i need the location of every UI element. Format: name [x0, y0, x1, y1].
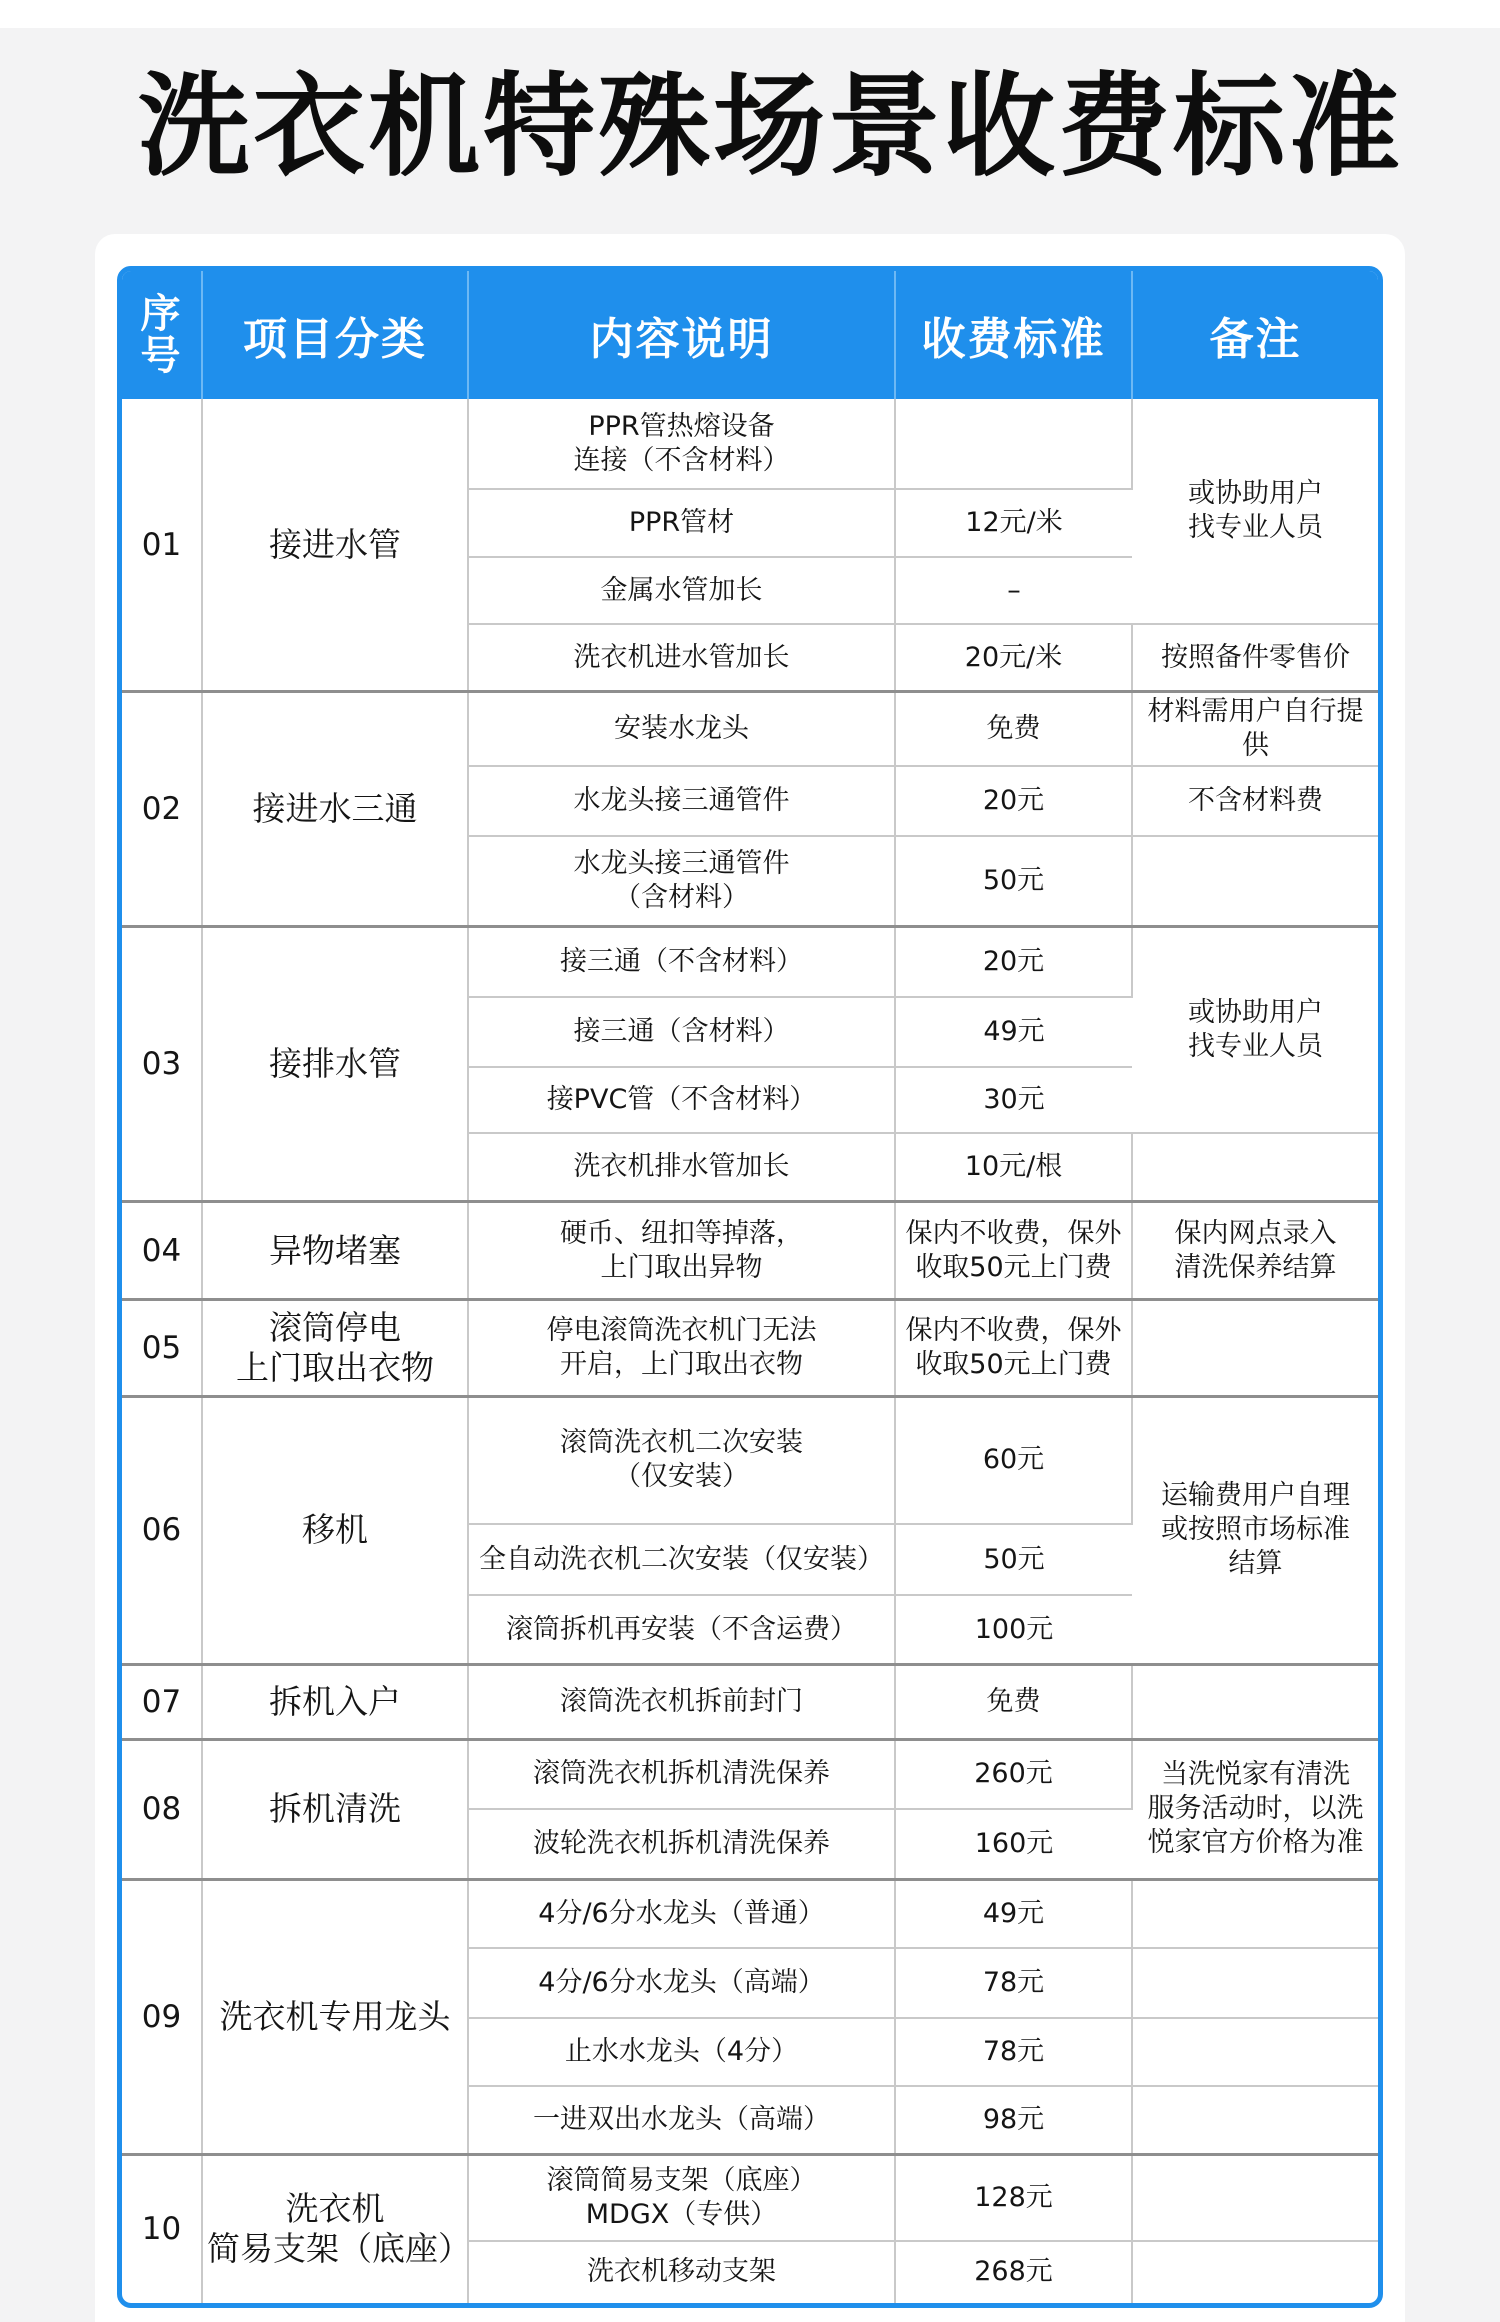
row-number: 03 [122, 927, 202, 1202]
row-fee [895, 399, 1132, 489]
row-fee: 10元/根 [895, 1133, 1132, 1201]
row-fee: 20元 [895, 927, 1132, 997]
row-content: 滚筒洗衣机拆前封门 [468, 1665, 895, 1739]
row-content: 水龙头接三通管件 （含材料） [468, 836, 895, 926]
table-row [122, 927, 1378, 997]
row-category: 接进水三通 [202, 692, 468, 927]
row-remark: 运输费用户自理 或按照市场标准 结算 [1132, 1396, 1378, 1665]
header-seq [122, 271, 202, 399]
row-content: 滚筒拆机再安装（不含运费） [468, 1595, 895, 1665]
row-remark [1132, 1133, 1378, 1201]
row-fee: 免费 [895, 692, 1132, 766]
row-fee: 60元 [895, 1396, 1132, 1524]
table-row [122, 1300, 1378, 1396]
row-number: 09 [122, 1880, 202, 2155]
row-content: 滚筒洗衣机拆机清洗保养 [468, 1739, 895, 1809]
row-remark: 按照备件零售价 [1132, 624, 1378, 692]
header-remark: 备注 [1132, 271, 1378, 399]
row-fee: – [895, 557, 1132, 623]
row-number: 06 [122, 1396, 202, 1665]
row-number: 02 [122, 692, 202, 927]
row-content: 波轮洗衣机拆机清洗保养 [468, 1809, 895, 1879]
row-fee: 50元 [895, 1524, 1132, 1594]
header-seq-label: 序 号 [140, 291, 183, 379]
row-content: PPR管热熔设备 连接（不含材料） [468, 399, 895, 489]
row-remark: 不含材料费 [1132, 766, 1378, 836]
row-content: 全自动洗衣机二次安装（仅安装） [468, 1524, 895, 1594]
row-fee: 160元 [895, 1809, 1132, 1879]
row-content: 金属水管加长 [468, 557, 895, 623]
row-content: 洗衣机移动支架 [468, 2241, 895, 2303]
row-fee: 49元 [895, 997, 1132, 1067]
table-row [122, 1665, 1378, 1739]
row-content: 洗衣机排水管加长 [468, 1133, 895, 1201]
row-content: 洗衣机进水管加长 [468, 624, 895, 692]
fee-table-frame [117, 266, 1383, 2308]
page-title: 洗衣机特殊场景收费标准 [138, 62, 1403, 192]
header-content: 内容说明 [468, 271, 895, 399]
row-number: 08 [122, 1739, 202, 1879]
row-remark [1132, 1948, 1378, 2018]
table-row [122, 1739, 1378, 1809]
row-content: 4分/6分水龙头（高端） [468, 1948, 895, 2018]
row-fee: 12元/米 [895, 489, 1132, 557]
row-content: 接三通（不含材料） [468, 927, 895, 997]
row-number: 05 [122, 1300, 202, 1396]
row-remark [1132, 2241, 1378, 2303]
row-number: 10 [122, 2154, 202, 2303]
row-fee: 保内不收费，保外 收取50元上门费 [895, 1300, 1132, 1396]
header-category: 项目分类 [202, 271, 468, 399]
row-remark: 材料需用户自行提供 [1132, 692, 1378, 766]
row-content: 安装水龙头 [468, 692, 895, 766]
row-fee: 128元 [895, 2154, 1132, 2240]
row-fee: 30元 [895, 1067, 1132, 1133]
table-row [122, 1396, 1378, 1524]
table-row [122, 1880, 1378, 1948]
row-category: 移机 [202, 1396, 468, 1665]
table-row [122, 399, 1378, 489]
row-remark: 保内网点录入 清洗保养结算 [1132, 1201, 1378, 1299]
row-fee: 98元 [895, 2086, 1132, 2154]
row-remark: 或协助用户 找专业人员 [1132, 399, 1378, 624]
row-fee: 78元 [895, 1948, 1132, 2018]
row-remark [1132, 1300, 1378, 1396]
row-remark: 当洗悦家有清洗 服务活动时，以洗 悦家官方价格为准 [1132, 1739, 1378, 1879]
row-remark [1132, 1880, 1378, 1948]
row-content: 滚筒简易支架（底座） MDGX（专供） [468, 2154, 895, 2240]
top-strip [0, 0, 1500, 28]
row-category: 异物堵塞 [202, 1201, 468, 1299]
row-category: 拆机清洗 [202, 1739, 468, 1879]
row-content: PPR管材 [468, 489, 895, 557]
row-number: 07 [122, 1665, 202, 1739]
row-fee: 20元 [895, 766, 1132, 836]
row-remark [1132, 836, 1378, 926]
row-category: 洗衣机 简易支架（底座） [202, 2154, 468, 2303]
row-content: 滚筒洗衣机二次安装 （仅安装） [468, 1396, 895, 1524]
row-fee: 20元/米 [895, 624, 1132, 692]
row-fee: 78元 [895, 2018, 1132, 2086]
row-category: 接排水管 [202, 927, 468, 1202]
row-number: 04 [122, 1201, 202, 1299]
row-fee: 保内不收费，保外 收取50元上门费 [895, 1201, 1132, 1299]
row-fee: 50元 [895, 836, 1132, 926]
row-content: 硬币、纽扣等掉落， 上门取出异物 [468, 1201, 895, 1299]
row-content: 水龙头接三通管件 [468, 766, 895, 836]
row-category: 接进水管 [202, 399, 468, 692]
row-content: 接PVC管（不含材料） [468, 1067, 895, 1133]
row-remark [1132, 2154, 1378, 2240]
row-remark [1132, 1665, 1378, 1739]
row-category: 拆机入户 [202, 1665, 468, 1739]
row-fee: 268元 [895, 2241, 1132, 2303]
row-fee: 260元 [895, 1739, 1132, 1809]
row-content: 止水水龙头（4分） [468, 2018, 895, 2086]
row-content: 一进双出水龙头（高端） [468, 2086, 895, 2154]
row-content: 接三通（含材料） [468, 997, 895, 1067]
row-fee: 49元 [895, 1880, 1132, 1948]
row-category: 洗衣机专用龙头 [202, 1880, 468, 2155]
table-row [122, 1201, 1378, 1299]
row-category: 滚筒停电 上门取出衣物 [202, 1300, 468, 1396]
header-fee: 收费标准 [895, 271, 1132, 399]
row-number: 01 [122, 399, 202, 692]
row-remark [1132, 2086, 1378, 2154]
row-content: 4分/6分水龙头（普通） [468, 1880, 895, 1948]
table-header-row [122, 271, 1378, 399]
row-remark: 或协助用户 找专业人员 [1132, 927, 1378, 1134]
row-content: 停电滚筒洗衣机门无法 开启，上门取出衣物 [468, 1300, 895, 1396]
fee-table [122, 271, 1378, 2303]
table-row [122, 692, 1378, 766]
table-row [122, 2154, 1378, 2240]
row-fee: 100元 [895, 1595, 1132, 1665]
row-remark [1132, 2018, 1378, 2086]
row-fee: 免费 [895, 1665, 1132, 1739]
